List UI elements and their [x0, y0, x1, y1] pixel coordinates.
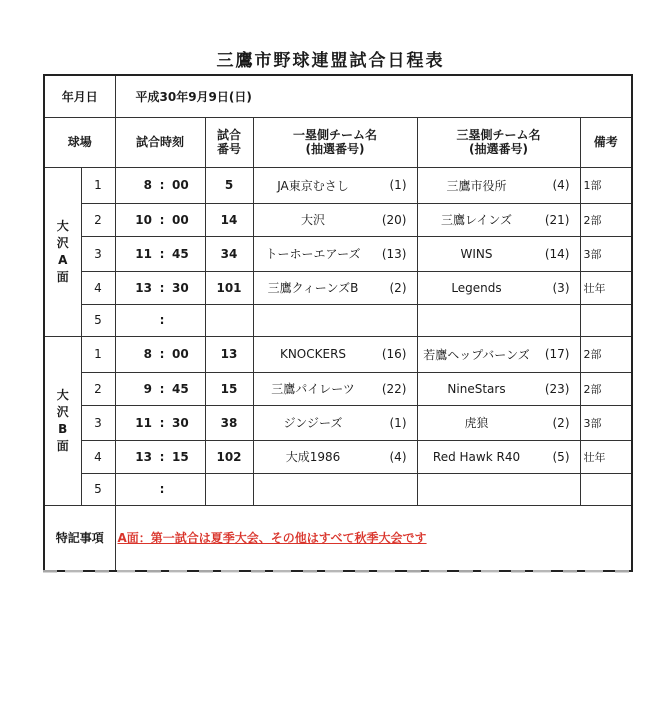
page-title: 三鷹市野球連盟試合日程表 [216, 51, 445, 71]
third-base-team: 虎狼 (2) [417, 405, 580, 440]
header-third-base: 三塁側チーム名 (抽選番号) [417, 117, 580, 167]
third-base-team: 三鷹市役所 (4) [417, 167, 580, 203]
third-base-team: NineStars (23) [417, 372, 580, 405]
game-number: 15 [205, 372, 253, 405]
game-time: 10 : 00 [115, 203, 205, 236]
table-row [44, 203, 632, 236]
table-row [44, 440, 632, 473]
game-note: 1部 [580, 167, 632, 203]
third-base-team: 若鷹ヘップバーンズ (17) [417, 336, 580, 372]
game-time: 8 : 00 [115, 336, 205, 372]
game-number [205, 304, 253, 336]
table-row [44, 372, 632, 405]
remarks-text: A面：第一試合は夏季大会、その他はすべて秋季大会です [115, 505, 632, 571]
date-row [44, 75, 632, 117]
game-time: : [115, 473, 205, 505]
row-number: 5 [81, 304, 115, 336]
first-base-team [253, 304, 417, 336]
third-base-team: Legends (3) [417, 271, 580, 304]
first-base-team: 大沢 (20) [253, 203, 417, 236]
row-number: 3 [81, 405, 115, 440]
game-time: 11 : 30 [115, 405, 205, 440]
first-base-team [253, 473, 417, 505]
field-name: 大 沢 B 面 [44, 336, 81, 505]
header-time: 試合時刻 [115, 117, 205, 167]
first-base-team: ジンジーズ (1) [253, 405, 417, 440]
game-time: 9 : 45 [115, 372, 205, 405]
row-number: 4 [81, 271, 115, 304]
third-base-team: Red Hawk R40 (5) [417, 440, 580, 473]
row-number: 1 [81, 167, 115, 203]
game-time: 8 : 00 [115, 167, 205, 203]
header-row [44, 117, 632, 167]
game-note: 3部 [580, 405, 632, 440]
date-label: 年月日 [44, 75, 115, 117]
scan-artifact [43, 570, 631, 573]
table-row [44, 473, 632, 505]
game-note: 壮年 [580, 271, 632, 304]
third-base-team: WINS (14) [417, 236, 580, 271]
game-time: 13 : 15 [115, 440, 205, 473]
third-base-team [417, 473, 580, 505]
game-note: 2部 [580, 336, 632, 372]
game-note [580, 473, 632, 505]
header-notes: 備考 [580, 117, 632, 167]
game-number: 13 [205, 336, 253, 372]
game-note: 3部 [580, 236, 632, 271]
game-number: 102 [205, 440, 253, 473]
third-base-team [417, 304, 580, 336]
table-row [44, 304, 632, 336]
header-first-base: 一塁側チーム名 (抽選番号) [253, 117, 417, 167]
header-game-no: 試合 番号 [205, 117, 253, 167]
game-note: 壮年 [580, 440, 632, 473]
game-number: 5 [205, 167, 253, 203]
table-row [44, 271, 632, 304]
remarks-label: 特記事項 [44, 505, 115, 571]
table-row [44, 336, 632, 372]
game-number [205, 473, 253, 505]
game-number: 101 [205, 271, 253, 304]
game-time: : [115, 304, 205, 336]
game-time: 11 : 45 [115, 236, 205, 271]
first-base-team: 三鷹パイレーツ (22) [253, 372, 417, 405]
first-base-team: JA東京むさし (1) [253, 167, 417, 203]
row-number: 2 [81, 372, 115, 405]
game-time: 13 : 30 [115, 271, 205, 304]
table-row [44, 167, 632, 203]
game-note: 2部 [580, 203, 632, 236]
schedule-table [43, 74, 633, 572]
row-number: 2 [81, 203, 115, 236]
third-base-team: 三鷹レインズ (21) [417, 203, 580, 236]
game-number: 34 [205, 236, 253, 271]
game-note: 2部 [580, 372, 632, 405]
game-number: 38 [205, 405, 253, 440]
row-number: 3 [81, 236, 115, 271]
first-base-team: 大成1986 (4) [253, 440, 417, 473]
table-row [44, 405, 632, 440]
game-note [580, 304, 632, 336]
remarks-row [44, 505, 632, 571]
header-field: 球場 [44, 117, 115, 167]
table-row [44, 236, 632, 271]
date-value: 平成30年9月9日(日) [115, 75, 632, 117]
game-number: 14 [205, 203, 253, 236]
first-base-team: KNOCKERS (16) [253, 336, 417, 372]
row-number: 1 [81, 336, 115, 372]
first-base-team: 三鷹クィーンズB (2) [253, 271, 417, 304]
row-number: 4 [81, 440, 115, 473]
row-number: 5 [81, 473, 115, 505]
first-base-team: トーホーエアーズ (13) [253, 236, 417, 271]
field-name: 大 沢 A 面 [44, 167, 81, 336]
